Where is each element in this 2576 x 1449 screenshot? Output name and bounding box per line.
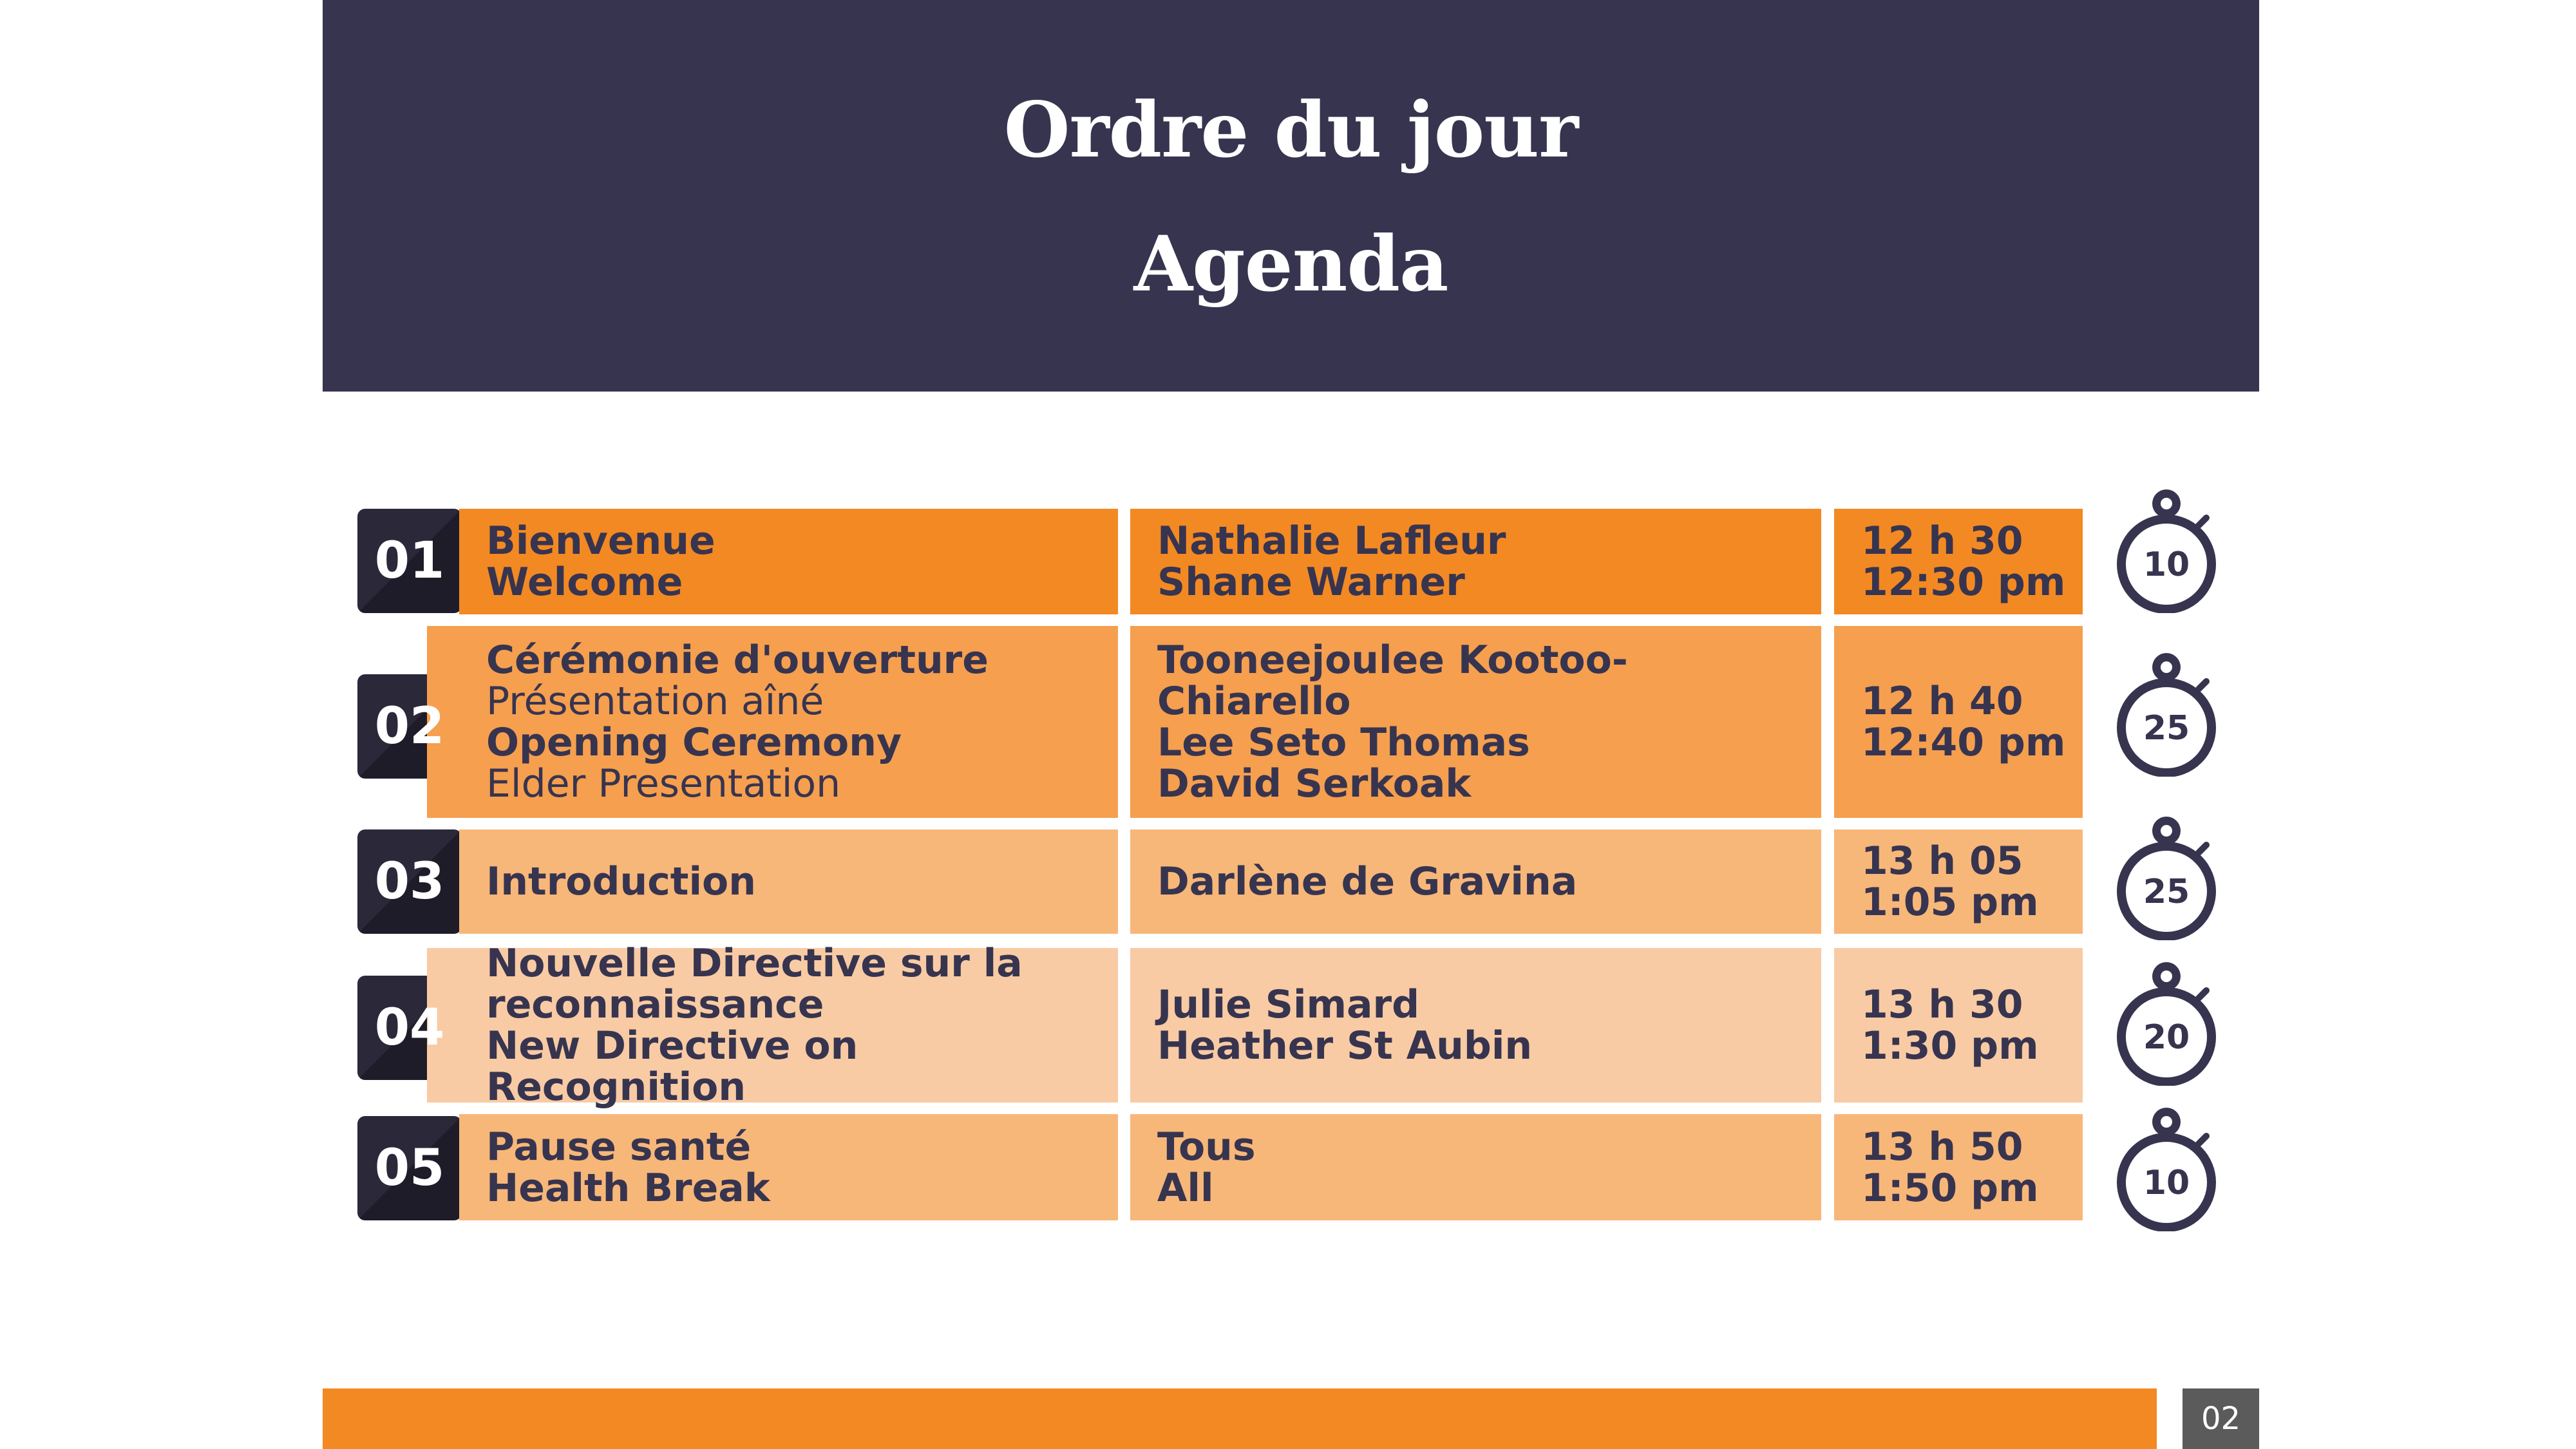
stopwatch-icon (2112, 484, 2223, 613)
time-24h: 13 h 50 (1861, 1124, 2023, 1170)
presenters-cell (1130, 948, 1821, 1103)
stopwatch-icon (2112, 957, 2223, 1086)
presenter-name: Tooneejoulee Kootoo-Chiarello (1157, 638, 1628, 724)
agenda-item-cell (427, 941, 1118, 1110)
item-title-fr: Cérémonie d'ouverture (486, 638, 989, 683)
item-number-badge: 05 (357, 1116, 462, 1220)
item-number-badge: 01 (357, 509, 462, 613)
item-title-fr: Bienvenue (486, 518, 715, 564)
item-title-en: New Directive on Recognition (486, 1023, 858, 1110)
time-12h: 1:05 pm (1861, 880, 2039, 925)
agenda-item-cell (459, 829, 1118, 934)
item-number-badge: 02 (357, 674, 462, 779)
presenters-cell (1130, 829, 1821, 934)
stopwatch-minutes: 25 (2143, 709, 2190, 748)
stopwatch-icon (2112, 1103, 2223, 1231)
item-title-fr-cont: reconnaissance (486, 982, 824, 1027)
presenter-name: Heather St Aubin (1157, 1023, 1533, 1068)
page-number: 02 (2183, 1388, 2259, 1449)
presenter-name: Darlène de Gravina (1157, 859, 1578, 904)
item-number-badge: 03 (357, 829, 462, 934)
item-title-en: Opening Ceremony (486, 720, 902, 765)
time-cell (1834, 1114, 2083, 1220)
presenters-cell (1130, 509, 1821, 614)
title-french: Ordre du jour (1003, 85, 1578, 175)
item-number-badge: 04 (357, 976, 462, 1080)
item-title-fr: Pause santé (486, 1124, 752, 1170)
footer-bar (323, 1388, 2157, 1449)
item-title-fr: Nouvelle Directive sur la (486, 941, 1023, 986)
stopwatch-minutes: 20 (2143, 1018, 2190, 1057)
presenter-name: Julie Simard (1157, 982, 1420, 1027)
time-12h: 12:30 pm (1861, 560, 2066, 605)
item-title-en: Health Break (486, 1165, 770, 1211)
stopwatch-icon (2112, 811, 2223, 940)
presenter-name: Tous (1157, 1124, 1256, 1170)
stopwatch-minutes: 10 (2143, 1164, 2190, 1202)
time-12h: 12:40 pm (1861, 720, 2066, 765)
stopwatch-minutes: 10 (2143, 545, 2190, 584)
title-english: Agenda (1133, 219, 1448, 308)
presenter-name: David Serkoak (1157, 761, 1472, 806)
time-cell (1834, 509, 2083, 614)
time-12h: 1:50 pm (1861, 1165, 2039, 1211)
presenter-name: Nathalie Lafleur (1157, 518, 1506, 564)
presenter-name: All (1157, 1165, 1214, 1211)
title-banner (323, 0, 2259, 392)
agenda-item-cell (459, 1114, 1118, 1220)
time-24h: 13 h 05 (1861, 838, 2023, 884)
time-cell (1834, 829, 2083, 934)
stopwatch-minutes: 25 (2143, 873, 2190, 911)
time-24h: 12 h 30 (1861, 518, 2023, 564)
time-12h: 1:30 pm (1861, 1023, 2039, 1068)
stopwatch-icon (2112, 648, 2223, 777)
presenter-name: Lee Seto Thomas (1157, 720, 1530, 765)
item-title-en: Welcome (486, 560, 683, 605)
presenters-cell (1130, 626, 1821, 818)
item-title: Introduction (486, 859, 756, 904)
item-subtitle-en: Elder Presentation (486, 761, 841, 806)
time-24h: 12 h 40 (1861, 679, 2023, 724)
time-cell (1834, 948, 2083, 1103)
agenda-item-cell (427, 626, 1118, 818)
presenters-cell (1130, 1114, 1821, 1220)
time-cell (1834, 626, 2083, 818)
item-subtitle-fr: Présentation aîné (486, 679, 824, 724)
agenda-item-cell (459, 509, 1118, 614)
presenter-name: Shane Warner (1157, 560, 1465, 605)
time-24h: 13 h 30 (1861, 982, 2023, 1027)
